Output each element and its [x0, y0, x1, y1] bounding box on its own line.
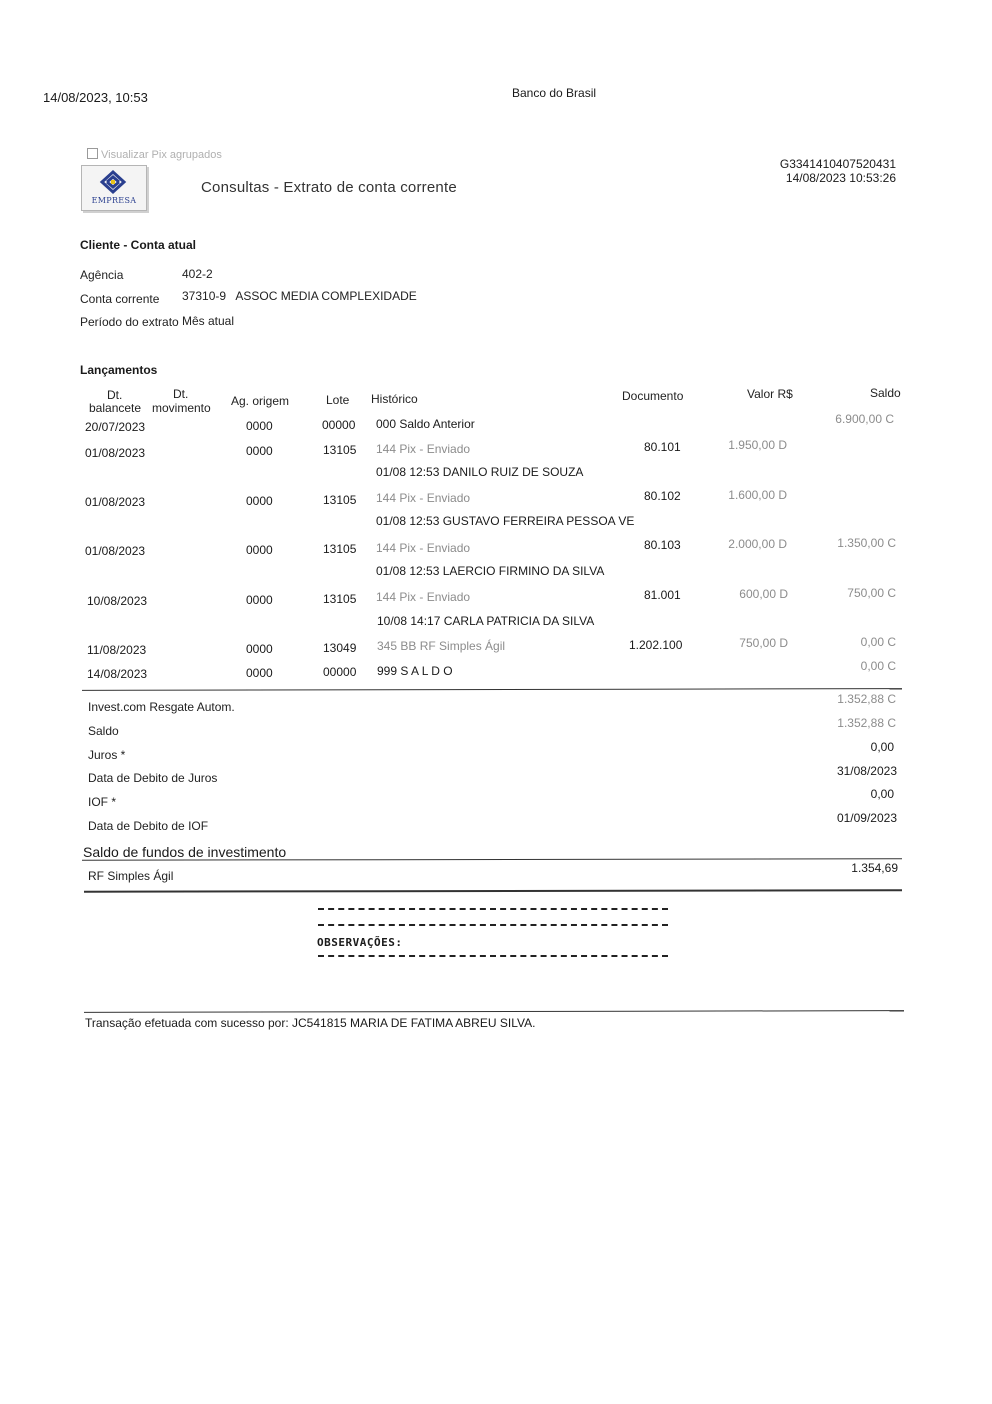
site-title: Banco do Brasil	[512, 86, 597, 100]
row-lote: 13105	[323, 443, 357, 457]
row-lote: 13049	[323, 641, 357, 655]
summary-value: 1.352,88 C	[837, 692, 896, 706]
footer-divider	[84, 1010, 904, 1013]
row-historico: 144 Pix - Enviado	[376, 442, 471, 456]
row-historico: 144 Pix - Enviado	[376, 541, 471, 555]
fund-name: RF Simples Ágil	[88, 869, 174, 883]
fundos-divider	[82, 858, 902, 860]
header-dt-movimento-1: Dt.	[173, 387, 189, 401]
dashed-divider	[318, 955, 668, 957]
row-ag-origem: 0000	[246, 666, 273, 680]
periodo-value: Mês atual	[182, 314, 235, 328]
logo-word: EMPRESA	[91, 196, 137, 205]
header-ag-origem: Ag. origem	[231, 394, 290, 408]
row-historico: 144 Pix - Enviado	[376, 590, 471, 604]
header-historico: Histórico	[371, 392, 418, 406]
summary-label: Invest.com Resgate Autom.	[88, 700, 235, 714]
periodo-label: Período do extrato	[80, 315, 179, 329]
row-ag-origem: 0000	[246, 642, 273, 656]
ticket-code: G3341410407520431	[779, 157, 896, 171]
fund-value: 1.354,69	[851, 861, 898, 875]
row-ag-origem: 0000	[246, 543, 273, 557]
row-ag-origem: 0000	[246, 593, 273, 607]
footer-transaction-text: Transação efetuada com sucesso por: JC541815 MARIA DE FATIMA ABREU SILVA.	[85, 1016, 536, 1030]
row-dt-balancete: 11/08/2023	[87, 643, 147, 657]
header-lote: Lote	[326, 393, 350, 407]
row-valor: 1.950,00 D	[728, 438, 787, 452]
fundos-title: Saldo de fundos de investimento	[83, 844, 287, 860]
row-documento: 81.001	[644, 588, 681, 602]
conta-value: 37310-9 ASSOC MEDIA COMPLEXIDADE	[182, 289, 417, 303]
fundos-bottom-divider	[84, 889, 902, 892]
row-documento: 1.202.100	[629, 638, 683, 652]
header-documento: Documento	[622, 389, 684, 403]
observacoes-label: OBSERVAÇÕES:	[317, 936, 403, 949]
row-dt-balancete: 20/07/2023	[85, 420, 146, 434]
row-ag-origem: 0000	[246, 419, 273, 433]
row-historico: 144 Pix - Enviado	[376, 491, 471, 505]
row-lote: 13105	[323, 542, 357, 556]
agencia-value: 402-2	[182, 267, 213, 281]
row-historico: 345 BB RF Simples Ágil	[377, 639, 506, 653]
row-lote: 13105	[323, 493, 357, 507]
row-historico: 000 Saldo Anterior	[376, 417, 475, 431]
summary-label: IOF *	[88, 795, 117, 809]
summary-label: Data de Debito de IOF	[88, 819, 209, 833]
row-documento: 80.101	[644, 440, 681, 454]
header-dt-balancete-1: Dt.	[107, 388, 123, 402]
banco-do-brasil-logo-icon	[98, 169, 128, 195]
row-lote: 00000	[323, 665, 357, 679]
row-documento: 80.103	[644, 538, 681, 552]
row-saldo: 1.350,00 C	[837, 536, 896, 550]
row-dt-balancete: 01/08/2023	[85, 544, 146, 558]
page-title: Consultas - Extrato de conta corrente	[201, 179, 457, 196]
row-lote: 13105	[323, 592, 357, 606]
row-dt-balancete: 10/08/2023	[87, 594, 148, 608]
header-dt-balancete-2: balancete	[89, 401, 142, 415]
dashed-divider	[318, 924, 668, 926]
summary-value: 0,00	[870, 740, 894, 754]
summary-value: 1.352,88 C	[837, 716, 896, 730]
summary-label: Data de Debito de Juros	[88, 771, 218, 785]
pix-grouped-checkbox[interactable]	[87, 148, 98, 159]
header-saldo: Saldo	[870, 386, 901, 400]
row-detail: 10/08 14:17 CARLA PATRICIA DA SILVA	[377, 614, 595, 628]
row-dt-balancete: 01/08/2023	[85, 495, 146, 509]
summary-value: 0,00	[870, 787, 894, 801]
row-detail: 01/08 12:53 DANILO RUIZ DE SOUZA	[376, 465, 584, 479]
row-saldo: 750,00 C	[847, 586, 896, 600]
conta-label: Conta corrente	[80, 292, 160, 306]
row-detail: 01/08 12:53 LAERCIO FIRMINO DA SILVA	[376, 564, 605, 578]
row-historico: 999 S A L D O	[377, 664, 453, 678]
row-dt-balancete: 01/08/2023	[85, 446, 146, 460]
summary-label: Saldo	[88, 724, 119, 738]
bank-logo	[81, 165, 147, 211]
lancamentos-title: Lançamentos	[80, 363, 158, 377]
print-datetime: 14/08/2023, 10:53	[43, 90, 148, 105]
pix-grouped-label: Visualizar Pix agrupados	[101, 149, 222, 161]
summary-label: Juros *	[88, 748, 126, 762]
summary-value: 01/09/2023	[836, 811, 897, 825]
row-saldo: 0,00 C	[860, 635, 896, 649]
client-section-title: Cliente - Conta atual	[80, 238, 197, 252]
row-saldo: 0,00 C	[860, 659, 896, 673]
row-dt-balancete: 14/08/2023	[87, 667, 148, 681]
row-valor: 750,00 D	[739, 636, 788, 650]
row-saldo: 6.900,00 C	[835, 412, 894, 426]
row-lote: 00000	[322, 418, 356, 432]
ticket-datetime: 14/08/2023 10:53:26	[785, 171, 896, 185]
row-ag-origem: 0000	[246, 494, 273, 508]
dashed-divider	[318, 908, 668, 910]
row-documento: 80.102	[644, 489, 681, 503]
pix-grouped-option[interactable]	[87, 148, 222, 161]
header-valor: Valor R$	[747, 387, 793, 401]
header-dt-movimento-2: movimento	[152, 401, 211, 415]
row-ag-origem: 0000	[246, 444, 273, 458]
table-bottom-divider	[82, 688, 902, 691]
row-valor: 1.600,00 D	[728, 488, 787, 502]
row-valor: 600,00 D	[739, 587, 788, 601]
row-valor: 2.000,00 D	[728, 537, 787, 551]
agencia-label: Agência	[80, 268, 124, 282]
row-detail: 01/08 12:53 GUSTAVO FERREIRA PESSOA VE	[376, 514, 635, 528]
summary-value: 31/08/2023	[836, 764, 897, 778]
